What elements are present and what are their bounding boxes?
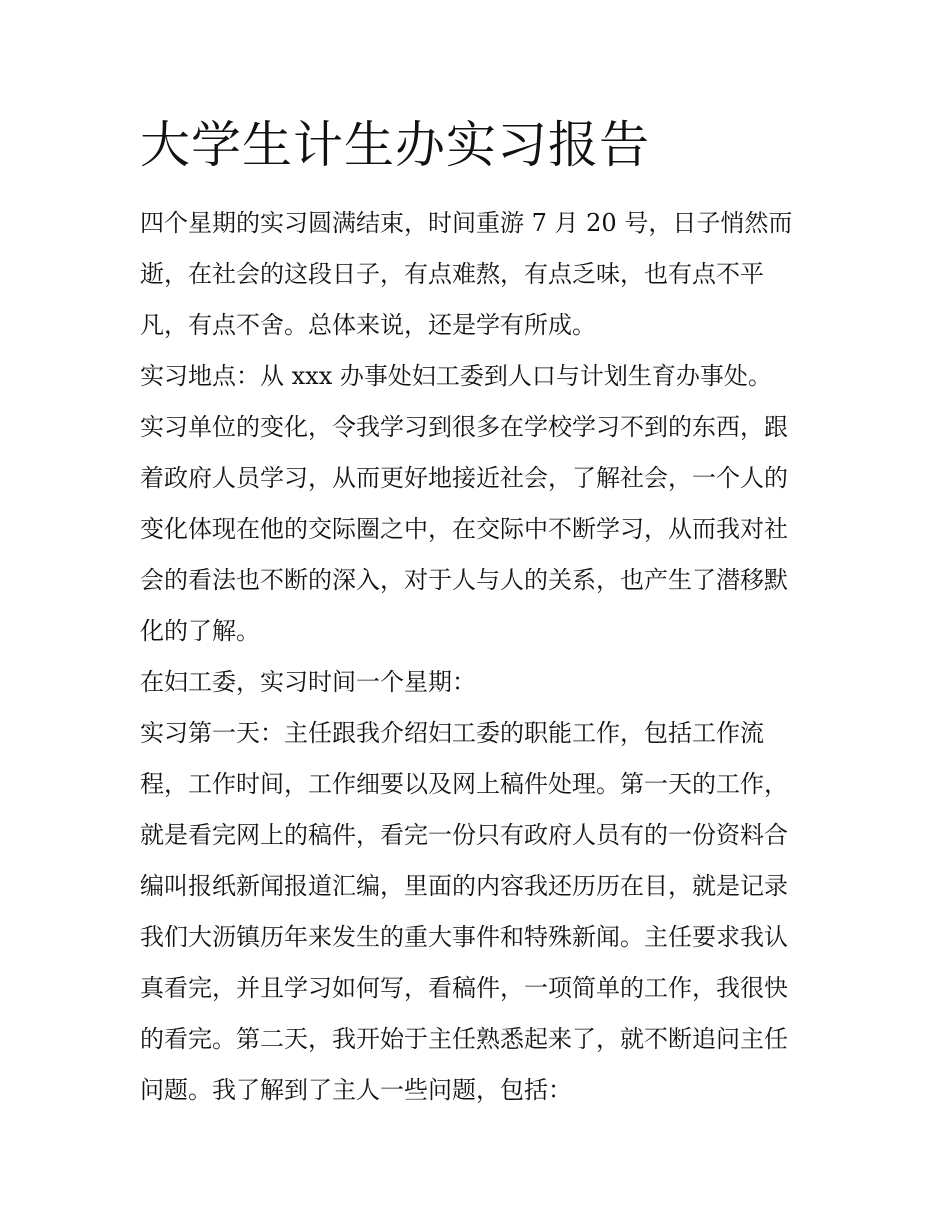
text-line: 问题。我了解到了主人一些问题，包括： xyxy=(140,1076,572,1104)
text-line: 编叫报纸新闻报道汇编，里面的内容我还历历在目，就是记录 xyxy=(140,872,788,900)
paragraph-location xyxy=(140,351,820,402)
text-line: 化的了解。 xyxy=(140,617,260,645)
document-title: 大学生计生办实习报告 xyxy=(140,116,650,174)
text-line: 就是看完网上的稿件，看完一份只有政府人员有的一份资料合 xyxy=(140,821,788,849)
text-line: 实习地点：从 xxx 办事处妇工委到人口与计划生育办事处。 xyxy=(140,362,772,390)
text-line: 实习单位的变化，令我学习到很多在学校学习不到的东西，跟 xyxy=(140,413,788,441)
text-line: 真看完，并且学习如何写，看稿件，一项简单的工作，我很快 xyxy=(140,974,788,1002)
text-line: 在妇工委，实习时间一个星期： xyxy=(140,668,476,696)
text-line: 着政府人员学习，从而更好地接近社会，了解社会，一个人的 xyxy=(140,464,788,492)
text-line: 实习第一天：主任跟我介绍妇工委的职能工作，包括工作流 xyxy=(140,719,764,747)
text-line: 变化体现在他的交际圈之中，在交际中不断学习，从而我对社 xyxy=(140,515,788,543)
document-page xyxy=(140,112,820,1116)
text-line: 凡，有点不舍。总体来说，还是学有所成。 xyxy=(140,311,596,339)
paragraph-reflection xyxy=(140,402,820,657)
text-line: 逝，在社会的这段日子，有点难熬，有点乏味，也有点不平 xyxy=(140,260,764,288)
text-line: 四个星期的实习圆满结束，时间重游 7 月 20 号，日子悄然而 xyxy=(140,209,793,237)
paragraph-summary xyxy=(140,198,820,351)
paragraph-first-day xyxy=(140,708,820,1116)
text-line: 的看完。第二天，我开始于主任熟悉起来了，就不断追问主任 xyxy=(140,1025,788,1053)
text-line: 会的看法也不断的深入，对于人与人的关系，也产生了潜移默 xyxy=(140,566,788,594)
text-line: 我们大沥镇历年来发生的重大事件和特殊新闻。主任要求我认 xyxy=(140,923,788,951)
paragraph-duration xyxy=(140,657,820,708)
document-body xyxy=(140,198,820,1116)
text-line: 程，工作时间，工作细要以及网上稿件处理。第一天的工作， xyxy=(140,770,788,798)
